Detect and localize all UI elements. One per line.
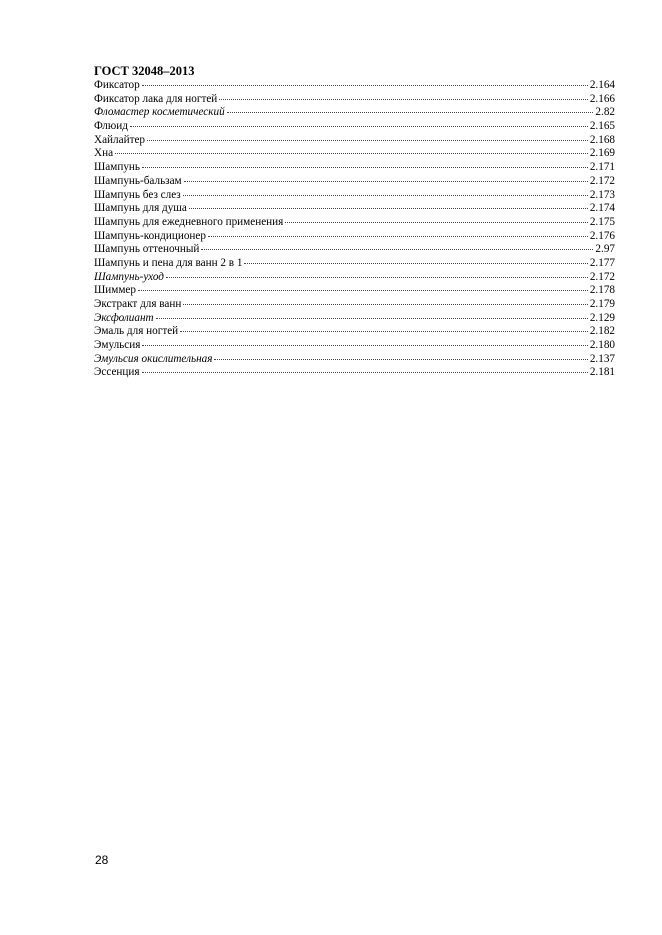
index-reference: 2.171 xyxy=(589,161,615,174)
index-term: Шампунь и пена для ванн 2 в 1 xyxy=(94,256,243,269)
index-entry xyxy=(94,271,615,285)
index-reference: 2.178 xyxy=(589,284,615,297)
index-reference: 2.97 xyxy=(595,243,615,256)
index-reference: 2.172 xyxy=(589,270,615,283)
index-reference: 2.179 xyxy=(589,298,615,310)
index-entry xyxy=(94,257,615,271)
index-entry xyxy=(94,175,615,189)
index-term: Шампунь-бальзам xyxy=(94,174,182,187)
index-term: Флюид xyxy=(94,120,128,133)
index-entry xyxy=(94,189,615,203)
alphabetical-index xyxy=(94,79,615,380)
document-header: ГОСТ 32048–2013 xyxy=(94,64,195,78)
index-reference: 2.137 xyxy=(589,352,615,365)
index-reference: 2.175 xyxy=(589,215,615,228)
index-term: Эссенция xyxy=(94,366,140,379)
dot-leader xyxy=(184,180,588,182)
index-term: Экстракт для ванн xyxy=(94,298,182,310)
index-reference: 2.173 xyxy=(589,188,615,201)
dot-leader xyxy=(183,303,587,305)
index-reference: 2.176 xyxy=(589,229,615,242)
index-entry xyxy=(94,202,615,216)
dot-leader xyxy=(130,125,588,127)
index-reference: 2.181 xyxy=(589,366,615,379)
index-entry xyxy=(94,93,615,107)
index-term: Шампунь оттеночный xyxy=(94,243,200,256)
index-entry xyxy=(94,230,615,244)
page-number: 28 xyxy=(95,853,109,867)
index-term: Хайлайтер xyxy=(94,133,146,146)
dot-leader xyxy=(219,98,588,100)
index-entry xyxy=(94,147,615,161)
dot-leader xyxy=(180,330,588,332)
dot-leader xyxy=(138,289,588,291)
index-entry xyxy=(94,161,615,175)
index-entry xyxy=(94,339,615,353)
index-entry xyxy=(94,366,615,380)
index-entry xyxy=(94,79,615,93)
dot-leader xyxy=(208,235,588,237)
dot-leader xyxy=(227,111,594,113)
index-reference: 2.172 xyxy=(589,174,615,187)
dot-leader xyxy=(214,358,587,360)
index-term: Эмульсия окислительная xyxy=(94,352,213,365)
index-reference: 2.164 xyxy=(589,79,615,91)
index-term: Фломастер косметический xyxy=(94,106,225,119)
index-entry xyxy=(94,216,615,230)
index-reference: 2.168 xyxy=(589,133,615,146)
dot-leader xyxy=(142,344,587,346)
index-reference: 2.177 xyxy=(589,256,615,269)
index-reference: 2.165 xyxy=(589,120,615,133)
index-term: Фиксатор лака для ногтей xyxy=(94,92,218,105)
index-entry xyxy=(94,312,615,326)
dot-leader xyxy=(142,84,588,86)
dot-leader xyxy=(147,139,588,141)
dot-leader xyxy=(142,371,588,373)
index-term: Шампунь без слез xyxy=(94,188,181,201)
index-term: Фиксатор xyxy=(94,79,140,91)
dot-leader xyxy=(201,248,593,250)
index-reference: 2.174 xyxy=(589,202,615,215)
dot-leader xyxy=(156,317,588,319)
dot-leader xyxy=(115,152,588,154)
index-entry xyxy=(94,284,615,298)
index-term: Шампунь-уход xyxy=(94,270,164,283)
index-reference: 2.182 xyxy=(589,325,615,338)
index-reference: 2.82 xyxy=(595,106,615,119)
index-entry xyxy=(94,325,615,339)
index-reference: 2.166 xyxy=(589,92,615,105)
index-term: Шампунь xyxy=(94,161,141,174)
index-entry xyxy=(94,353,615,367)
index-entry xyxy=(94,243,615,257)
index-reference: 2.129 xyxy=(589,311,615,324)
index-entry xyxy=(94,298,615,312)
dot-leader xyxy=(189,207,588,209)
index-term: Шампунь-кондиционер xyxy=(94,229,206,242)
dot-leader xyxy=(142,166,588,168)
index-reference: 2.169 xyxy=(589,147,615,160)
index-reference: 2.180 xyxy=(589,339,615,352)
index-term: Шампунь для душа xyxy=(94,202,187,215)
dot-leader xyxy=(183,194,588,196)
index-entry xyxy=(94,134,615,148)
index-term: Эмульсия xyxy=(94,339,141,352)
index-entry xyxy=(94,106,615,120)
index-term: Эксфолиант xyxy=(94,311,154,324)
dot-leader xyxy=(285,221,588,223)
index-term: Шиммер xyxy=(94,284,136,297)
dot-leader xyxy=(244,262,587,264)
index-term: Эмаль для ногтей xyxy=(94,325,179,338)
index-entry xyxy=(94,120,615,134)
dot-leader xyxy=(166,276,588,278)
index-term: Хна xyxy=(94,147,114,160)
index-term: Шампунь для ежедневного применения xyxy=(94,215,284,228)
